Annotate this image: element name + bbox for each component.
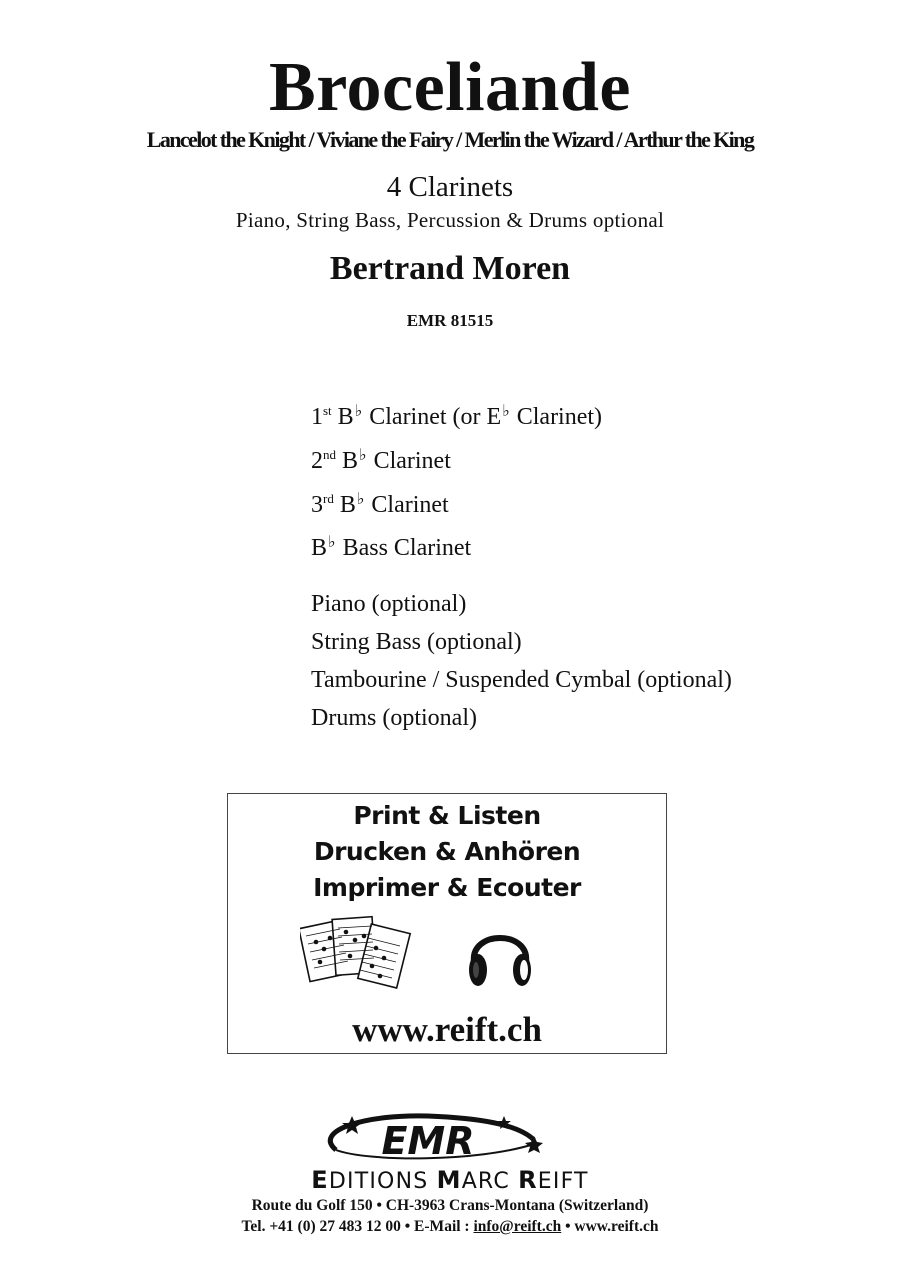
optional-part: Drums (optional) <box>311 705 477 731</box>
part-3rd-clarinet: 3rd B♭ Clarinet <box>311 491 449 518</box>
optional-part: String Bass (optional) <box>311 629 522 655</box>
sheet-music-icon <box>300 914 412 998</box>
instrumentation: 4 Clarinets <box>386 171 514 203</box>
promo-line-de: Drucken & Anhören <box>313 837 581 866</box>
publisher-name: EDITIONS MARC REIFT <box>311 1166 589 1194</box>
optional-part: Piano (optional) <box>311 591 467 617</box>
flat-symbol: ♭ <box>328 534 336 551</box>
flat-symbol: ♭ <box>356 491 365 508</box>
promo-line-fr: Imprimer & Ecouter <box>313 873 581 902</box>
part-1st-clarinet: 1st B♭ Clarinet (or E♭ Clarinet) <box>311 403 603 430</box>
part-bass-clarinet: B♭ Bass Clarinet <box>311 534 472 561</box>
flat-symbol: ♭ <box>502 403 510 420</box>
flat-symbol: ♭ <box>354 403 363 420</box>
svg-text:EMR: EMR <box>381 1119 475 1163</box>
headphones-icon <box>464 918 536 994</box>
publisher-address: Route du Golf 150 • CH-3963 Crans-Montana (Switzerland) <box>251 1197 649 1214</box>
part-2nd-clarinet: 2nd B♭ Clarinet <box>311 447 451 474</box>
emr-logo <box>308 1110 548 1166</box>
movement-subtitle: Lancelot the Knight / Viviane the Fairy / Merlin the Wizard / Arthur the King <box>146 127 754 152</box>
catalog-number: EMR 81515 <box>406 311 494 330</box>
optional-parts-list <box>311 585 732 737</box>
print-listen-box <box>227 793 667 1054</box>
parts-list <box>311 392 602 567</box>
composer-name: Bertrand Moren <box>329 250 571 287</box>
promo-line-en: Print & Listen <box>353 801 541 830</box>
optional-instruments: Piano, String Bass, Percussion & Drums optional <box>235 208 665 232</box>
promo-url[interactable]: www.reift.ch <box>352 1010 542 1049</box>
score-title: Broceliande <box>269 49 631 126</box>
publisher-contact: Tel. +41 (0) 27 483 12 00 • E-Mail : info@reift.ch • www.reift.ch <box>241 1218 659 1235</box>
optional-part: Tambourine / Suspended Cymbal (optional) <box>311 667 732 693</box>
flat-symbol: ♭ <box>359 447 367 464</box>
email-link[interactable]: info@reift.ch <box>473 1218 562 1235</box>
